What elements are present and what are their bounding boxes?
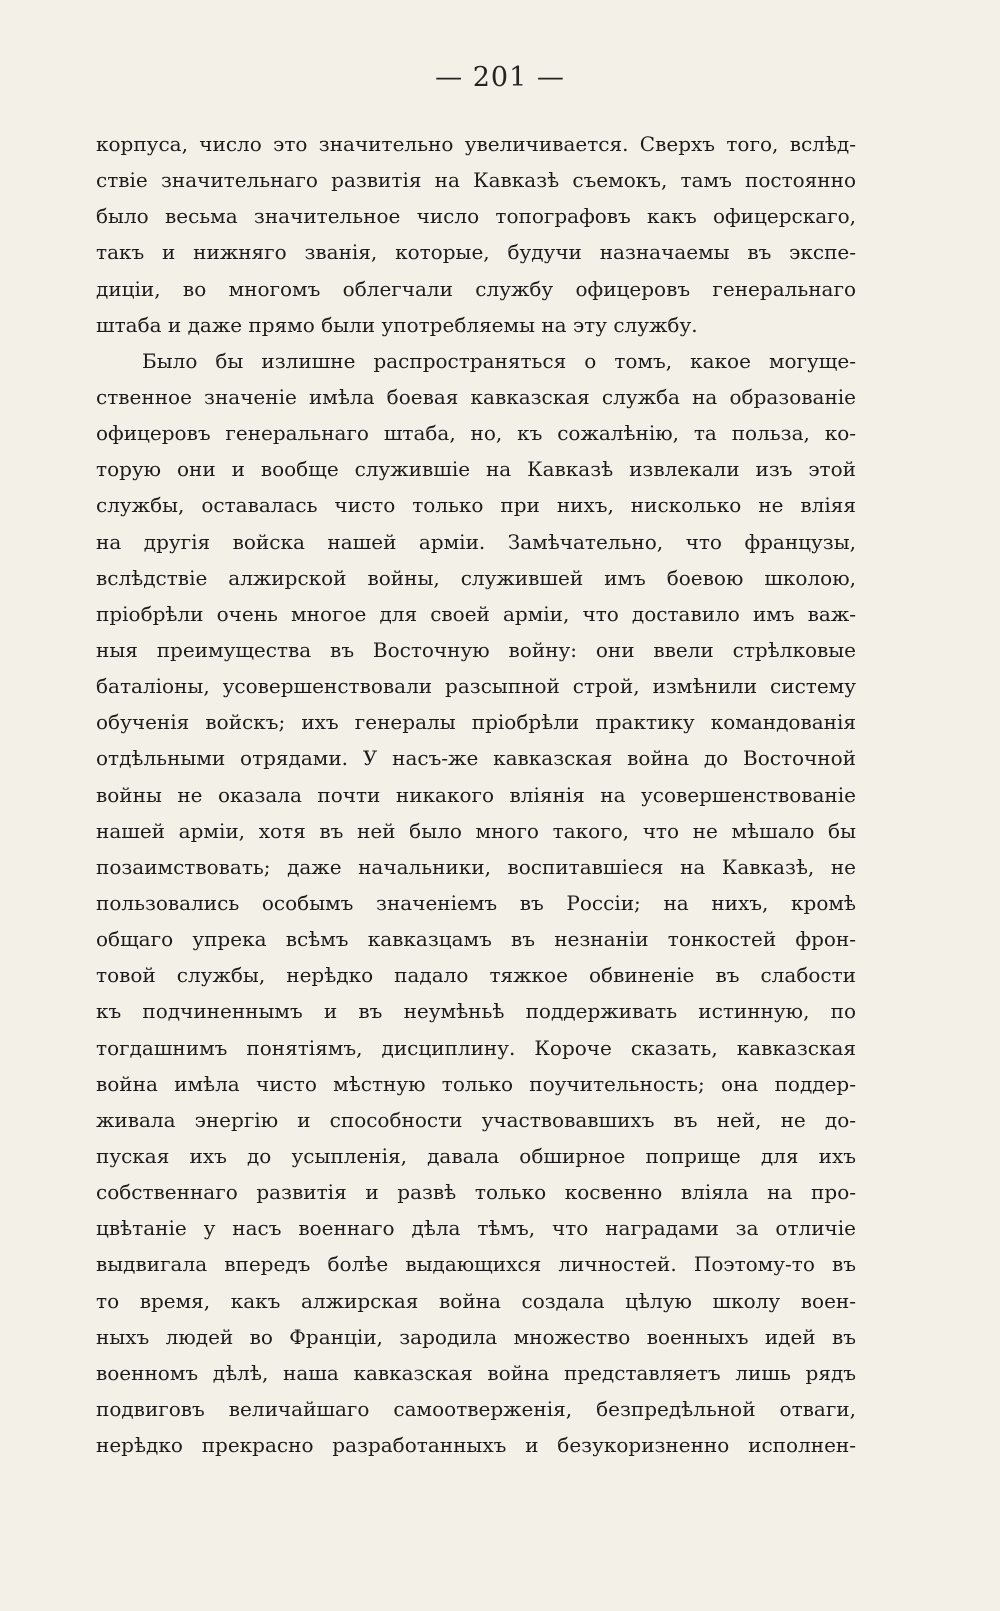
text-line: война имѣла чисто мѣстную только поучительность; она поддер-: [96, 1071, 856, 1096]
text-line: вслѣдствіе алжирской войны, служившей имъ боевою школою,: [96, 565, 856, 590]
text-line: тогдашнимъ понятіямъ, дисциплину. Короче сказать, кавказская: [96, 1035, 856, 1060]
paragraph-1: [96, 126, 856, 343]
text-line: отдѣльными отрядами. У насъ-же кавказская война до Восточной: [96, 746, 856, 771]
text-line: позаимствовать; даже начальники, воспитавшіеся на Кавказѣ, не: [96, 854, 856, 879]
text-line: штаба и даже прямо были употребляемы на эту службу.: [96, 312, 698, 337]
text-line: было весьма значительное число топографовъ какъ офицерскаго,: [96, 204, 856, 229]
text-line: цвѣтаніе у насъ военнаго дѣла тѣмъ, что наградами за отличіе: [96, 1216, 856, 1241]
text-line: обученія войскъ; ихъ генералы пріобрѣли практику командованія: [96, 710, 856, 735]
text-line: выдвигала впередъ болѣе выдающихся личностей. Поэтому-то въ: [96, 1252, 856, 1277]
text-line: пріобрѣли очень многое для своей арміи, что доставило имъ важ-: [96, 601, 856, 626]
text-line: нерѣдко прекрасно разработанныхъ и безукоризненно исполнен-: [96, 1433, 856, 1458]
text-line: подвиговъ величайшаго самоотверженія, безпредѣльной отваги,: [96, 1396, 856, 1421]
text-line: общаго упрека всѣмъ кавказцамъ въ незнаніи тонкостей фрон-: [96, 927, 856, 952]
text-line: баталіоны, усовершенствовали разсыпной строй, измѣнили систему: [96, 674, 856, 699]
page-number: — 201 —: [435, 62, 565, 93]
text-line: товой службы, нерѣдко падало тяжкое обвиненіе въ слабости: [96, 963, 856, 988]
text-line: къ подчиненнымъ и въ неумѣньѣ поддерживать истинную, по: [96, 999, 856, 1024]
text-line: собственнаго развитія и развѣ только косвенно вліяла на про-: [96, 1180, 856, 1205]
text-line: военномъ дѣлѣ, наша кавказская война представляетъ лишь рядъ: [96, 1360, 856, 1385]
text-line: ныя преимущества въ Восточную войну: они ввели стрѣлковые: [96, 637, 856, 662]
text-line: офицеровъ генеральнаго штаба, но, къ сожалѣнію, та польза, ко-: [96, 421, 856, 446]
text-line: ственное значеніе имѣла боевая кавказская служба на образованіе: [96, 384, 856, 409]
text-line: ствіе значительнаго развитія на Кавказѣ съемокъ, тамъ постоянно: [96, 168, 856, 193]
text-line: пуская ихъ до усыпленія, давала обширное поприще для ихъ: [96, 1143, 856, 1168]
text-line: войны не оказала почти никакого вліянія на усовершенствованіе: [96, 782, 856, 807]
text-line: диціи, во многомъ облегчали службу офицеровъ генеральнаго: [96, 276, 856, 301]
text-line: пользовались особымъ значеніемъ въ Россіи; на нихъ, кромѣ: [96, 890, 856, 915]
text-line: ныхъ людей во Франціи, зародила множество военныхъ идей въ: [96, 1324, 856, 1349]
text-line: торую они и вообще служившіе на Кавказѣ извлекали изъ этой: [96, 457, 856, 482]
text-line: корпуса, число это значительно увеличивается. Сверхъ того, вслѣд-: [96, 132, 856, 156]
text-line: службы, оставалась чисто только при нихъ, нисколько не вліяя: [96, 493, 856, 518]
text-line: живала энергію и способности участвовавшихъ въ ней, не до-: [96, 1107, 856, 1132]
text-line: нашей арміи, хотя въ ней было много такого, что не мѣшало бы: [96, 818, 856, 843]
text-line: Было бы излишне распространяться о томъ, какое могуще-: [142, 348, 856, 373]
paragraph-2: [96, 343, 856, 1463]
body-text: [96, 126, 856, 1463]
text-line: такъ и нижняго званія, которые, будучи назначаемы въ экспе-: [96, 240, 856, 265]
text-line: то время, какъ алжирская война создала цѣлую школу воен-: [96, 1288, 856, 1313]
text-line: на другія войска нашей арміи. Замѣчательно, что французы,: [96, 529, 856, 554]
